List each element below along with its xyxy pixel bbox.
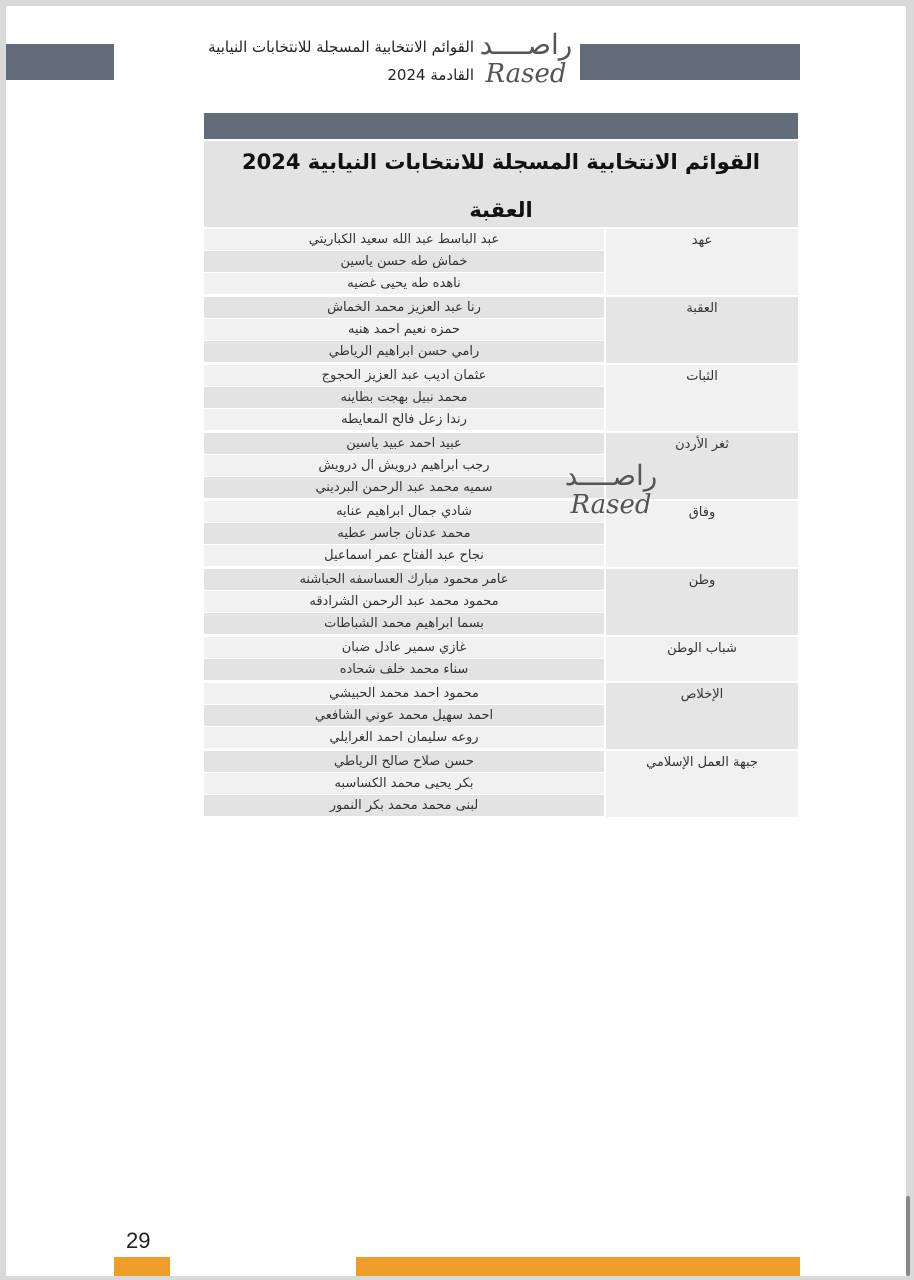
header-title-line2: القادمة 2024	[387, 66, 474, 84]
party-name: العقبة	[604, 297, 798, 363]
candidate-name: احمد سهيل محمد عوني الشافعي	[204, 705, 604, 727]
candidate-name: خماش طه حسن ياسين	[204, 251, 604, 273]
candidate-list	[204, 683, 604, 749]
candidate-name: رامي حسن ابراهيم الرياطي	[204, 341, 604, 363]
candidate-name: بكر يحيى محمد الكساسبه	[204, 773, 604, 795]
party-name: وفاق	[604, 501, 798, 567]
party-name: ثغر الأردن	[604, 433, 798, 499]
candidate-name: رنا عبد العزيز محمد الخماش	[204, 297, 604, 319]
footer-bar-right	[356, 1257, 800, 1276]
candidate-name: عامر محمود مبارك العساسفه الحباشنه	[204, 569, 604, 591]
candidate-list	[204, 751, 604, 817]
candidate-name: رندا زعل فالح المعايطه	[204, 409, 604, 431]
header-title	[118, 36, 474, 86]
candidate-name: لبنى محمد محمد بكر النمور	[204, 795, 604, 817]
watermark-english: Rased	[570, 490, 652, 520]
candidate-name: عثمان اديب عبد العزيز الحجوج	[204, 365, 604, 387]
table-header-bar	[204, 113, 798, 139]
candidate-list	[204, 501, 604, 567]
electoral-lists-table	[204, 113, 798, 817]
candidate-list	[204, 569, 604, 635]
table-body	[204, 227, 798, 817]
candidate-list	[204, 229, 604, 295]
candidate-list	[204, 637, 604, 681]
candidate-name: رجب ابراهيم درويش ال درويش	[204, 455, 604, 477]
logo-arabic: راصــــد	[479, 28, 573, 61]
candidate-list	[204, 365, 604, 431]
footer-bar-left	[114, 1257, 170, 1276]
party-name: الثبات	[604, 365, 798, 431]
candidate-name: محمود احمد محمد الحبيشي	[204, 683, 604, 705]
party-group	[204, 227, 798, 295]
candidate-list	[204, 433, 604, 499]
candidate-name: محمد نبيل بهجت بطاينه	[204, 387, 604, 409]
document-page	[6, 6, 906, 1276]
logo-english: Rased	[485, 59, 567, 89]
candidate-name: شادي جمال ابراهيم عنايه	[204, 501, 604, 523]
header-title-line1: القوائم الانتخابية المسجلة للانتخابات النيابية	[208, 38, 474, 56]
candidate-list	[204, 297, 604, 363]
party-group	[204, 681, 798, 749]
candidate-name: حسن صلاح صالح الرياطي	[204, 751, 604, 773]
candidate-name: عبد الباسط عبد الله سعيد الكباريتي	[204, 229, 604, 251]
party-name: الإخلاص	[604, 683, 798, 749]
candidate-name: محمود محمد عبد الرحمن الشرادقه	[204, 591, 604, 613]
party-name: شباب الوطن	[604, 637, 798, 681]
candidate-name: حمزه نعيم احمد هنيه	[204, 319, 604, 341]
party-group	[204, 749, 798, 817]
scrollbar[interactable]	[906, 1196, 910, 1276]
header-bar-right	[580, 44, 800, 80]
watermark-arabic: راصــــد	[564, 459, 658, 492]
candidate-name: سميه محمد عبد الرحمن البرديني	[204, 477, 604, 499]
party-group	[204, 635, 798, 681]
candidate-name: بسما ابراهيم محمد الشباطات	[204, 613, 604, 635]
candidate-name: نجاح عبد الفتاح عمر اسماعيل	[204, 545, 604, 567]
party-group	[204, 499, 798, 567]
party-name: عهد	[604, 229, 798, 295]
header-bar-left	[6, 44, 114, 80]
candidate-name: عبيد احمد عبيد ياسين	[204, 433, 604, 455]
candidate-name: ناهده طه يحيى غضيه	[204, 273, 604, 295]
party-name: وطن	[604, 569, 798, 635]
page-number: 29	[126, 1228, 151, 1253]
party-group	[204, 567, 798, 635]
party-group	[204, 431, 798, 499]
candidate-name: محمد عدنان جاسر عطيه	[204, 523, 604, 545]
watermark-logo	[561, 461, 661, 519]
candidate-name: سناء محمد خلف شحاده	[204, 659, 604, 681]
table-title	[204, 139, 798, 227]
party-group	[204, 363, 798, 431]
party-group	[204, 295, 798, 363]
rased-logo	[476, 30, 576, 88]
table-title-text: القوائم الانتخابية المسجلة للانتخابات النيابية 2024	[242, 150, 760, 174]
district-name: العقبة	[469, 198, 533, 222]
candidate-name: روعه سليمان احمد الغرايلي	[204, 727, 604, 749]
party-name: جبهة العمل الإسلامي	[604, 751, 798, 817]
candidate-name: غازي سمير عادل ضبان	[204, 637, 604, 659]
